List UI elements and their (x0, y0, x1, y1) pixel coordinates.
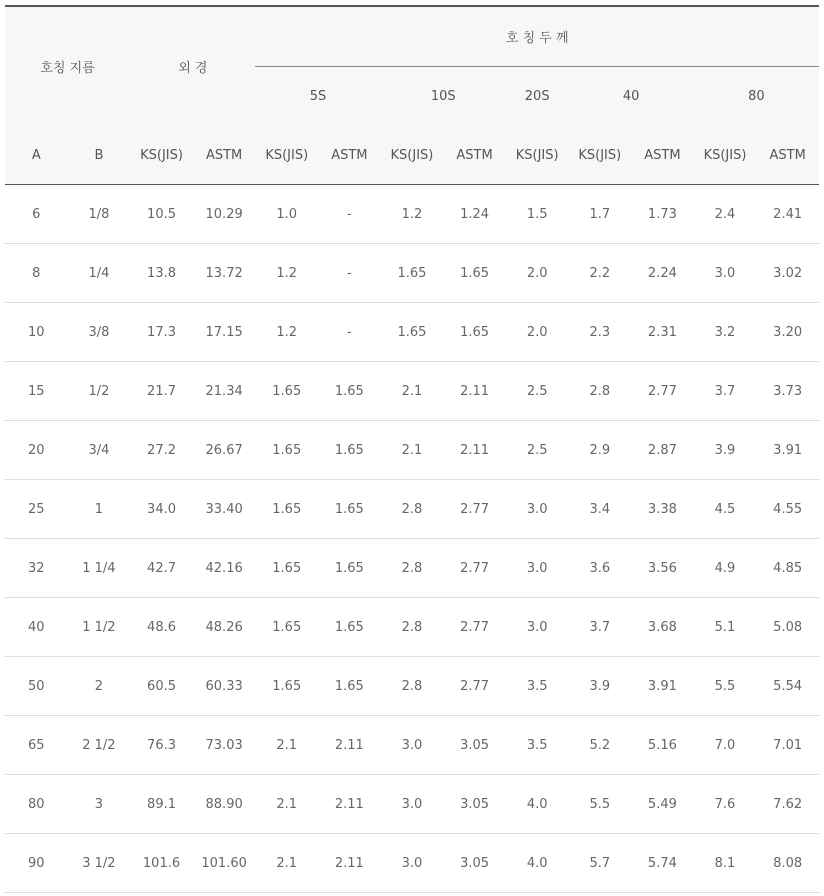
schedule-80-header: 80 (694, 67, 819, 127)
table-cell: 3.9 (568, 657, 631, 716)
table-cell: 2.77 (443, 598, 506, 657)
table-cell: 1.2 (255, 244, 318, 303)
table-cell: 7.6 (694, 775, 757, 834)
table-cell: 10.5 (130, 185, 193, 244)
column-header: KS(JIS) (255, 126, 318, 185)
table-cell: 101.6 (130, 834, 193, 893)
table-cell: 3.20 (756, 303, 819, 362)
outer-diameter-header: 외 경 (130, 6, 255, 126)
table-cell: 2.41 (756, 185, 819, 244)
table-cell: 5.5 (568, 775, 631, 834)
table-cell: 1.65 (318, 657, 381, 716)
table-cell: 89.1 (130, 775, 193, 834)
column-header-row (5, 126, 819, 185)
table-cell: 3.0 (381, 834, 444, 893)
table-cell: 3.9 (694, 421, 757, 480)
table-cell: 1.73 (631, 185, 694, 244)
table-cell: 2.11 (443, 362, 506, 421)
table-cell: 3.0 (381, 716, 444, 775)
table-cell: 50 (5, 657, 68, 716)
table-cell: 3/8 (68, 303, 131, 362)
table-cell: 2.77 (631, 362, 694, 421)
table-cell: 10.29 (193, 185, 256, 244)
column-header: ASTM (631, 126, 694, 185)
table-cell: 2.11 (318, 775, 381, 834)
column-header: B (68, 126, 131, 185)
table-cell: 15 (5, 362, 68, 421)
table-cell: 4.0 (506, 834, 569, 893)
table-row (5, 657, 819, 716)
table-cell: 34.0 (130, 480, 193, 539)
column-header: KS(JIS) (568, 126, 631, 185)
table-row (5, 834, 819, 893)
table-cell: 2.8 (568, 362, 631, 421)
column-header: A (5, 126, 68, 185)
table-cell: 1.65 (318, 421, 381, 480)
table-cell: 3.5 (506, 716, 569, 775)
table-cell: 3 1/2 (68, 834, 131, 893)
table-row (5, 362, 819, 421)
table-cell: 48.6 (130, 598, 193, 657)
column-header: ASTM (756, 126, 819, 185)
table-cell: 8.1 (694, 834, 757, 893)
table-cell: 60.33 (193, 657, 256, 716)
table-cell: 73.03 (193, 716, 256, 775)
table-cell: 3.2 (694, 303, 757, 362)
table-cell: 7.62 (756, 775, 819, 834)
table-cell: 3.73 (756, 362, 819, 421)
schedule-10s-header: 10S (381, 67, 506, 127)
table-cell: 3.38 (631, 480, 694, 539)
table-cell: 88.90 (193, 775, 256, 834)
table-cell: 10 (5, 303, 68, 362)
column-header: ASTM (318, 126, 381, 185)
table-cell: 42.16 (193, 539, 256, 598)
table-cell: 2.8 (381, 480, 444, 539)
table-cell: 48.26 (193, 598, 256, 657)
table-cell: 5.54 (756, 657, 819, 716)
table-cell: 3.0 (506, 598, 569, 657)
column-header: ASTM (443, 126, 506, 185)
table-cell: 2.1 (255, 716, 318, 775)
table-cell: 1.65 (255, 657, 318, 716)
table-cell: 1 1/2 (68, 598, 131, 657)
table-cell: 13.72 (193, 244, 256, 303)
table-cell: 1.65 (318, 539, 381, 598)
table-cell: 13.8 (130, 244, 193, 303)
table-cell: 2.5 (506, 362, 569, 421)
table-cell: 5.7 (568, 834, 631, 893)
table-cell: 3.05 (443, 716, 506, 775)
table-row (5, 775, 819, 834)
table-cell: 4.55 (756, 480, 819, 539)
table-cell: 3.05 (443, 775, 506, 834)
table-cell: 5.08 (756, 598, 819, 657)
table-cell: 1/4 (68, 244, 131, 303)
pipe-spec-table (5, 5, 819, 893)
table-cell: 1.65 (381, 244, 444, 303)
table-cell: 2.11 (318, 716, 381, 775)
table-cell: 2.4 (694, 185, 757, 244)
table-cell: 40 (5, 598, 68, 657)
column-header: KS(JIS) (694, 126, 757, 185)
table-cell: 2.1 (381, 421, 444, 480)
table-row (5, 716, 819, 775)
table-cell: 2.31 (631, 303, 694, 362)
table-cell: 2.24 (631, 244, 694, 303)
table-row (5, 480, 819, 539)
table-cell: 3.5 (506, 657, 569, 716)
column-header: KS(JIS) (506, 126, 569, 185)
table-cell: 1/2 (68, 362, 131, 421)
column-header: KS(JIS) (381, 126, 444, 185)
table-cell: 2.1 (381, 362, 444, 421)
column-header: KS(JIS) (130, 126, 193, 185)
table-cell: - (318, 244, 381, 303)
nominal-thickness-header: 호 칭 두 께 (255, 6, 819, 67)
table-cell: 3 (68, 775, 131, 834)
table-cell: 1.65 (255, 362, 318, 421)
table-cell: 27.2 (130, 421, 193, 480)
table-cell: 8 (5, 244, 68, 303)
table-cell: 5.1 (694, 598, 757, 657)
table-cell: 3.0 (694, 244, 757, 303)
table-cell: 2.0 (506, 244, 569, 303)
table-cell: 21.7 (130, 362, 193, 421)
table-cell: 2.8 (381, 539, 444, 598)
table-row (5, 421, 819, 480)
table-cell: 1 (68, 480, 131, 539)
table-row (5, 185, 819, 244)
table-cell: 5.5 (694, 657, 757, 716)
table-cell: 2.77 (443, 480, 506, 539)
table-cell: 101.60 (193, 834, 256, 893)
table-cell: 3.0 (506, 480, 569, 539)
table-cell: 1.65 (443, 303, 506, 362)
table-cell: 2 1/2 (68, 716, 131, 775)
table-cell: 2.87 (631, 421, 694, 480)
table-cell: 2.5 (506, 421, 569, 480)
table-cell: 1.65 (255, 421, 318, 480)
table-cell: 1 1/4 (68, 539, 131, 598)
table-row (5, 539, 819, 598)
nominal-size-header: 호칭 지름 (5, 6, 130, 126)
table-cell: 2.3 (568, 303, 631, 362)
table-cell: 5.49 (631, 775, 694, 834)
table-cell: 3.91 (756, 421, 819, 480)
table-cell: 3.4 (568, 480, 631, 539)
table-cell: 5.74 (631, 834, 694, 893)
table-cell: 1.65 (318, 480, 381, 539)
table-cell: 1.5 (506, 185, 569, 244)
schedule-20s-header: 20S (506, 67, 569, 127)
table-cell: 1.24 (443, 185, 506, 244)
table-cell: 1.0 (255, 185, 318, 244)
table-cell: - (318, 303, 381, 362)
table-cell: 42.7 (130, 539, 193, 598)
table-cell: 6 (5, 185, 68, 244)
table-cell: 17.15 (193, 303, 256, 362)
table-cell: 3.0 (381, 775, 444, 834)
table-cell: 3.6 (568, 539, 631, 598)
table-cell: 8.08 (756, 834, 819, 893)
table-cell: 3.7 (568, 598, 631, 657)
table-cell: 3.05 (443, 834, 506, 893)
schedule-40-header: 40 (568, 67, 693, 127)
table-cell: 2.8 (381, 657, 444, 716)
table-cell: 1.2 (381, 185, 444, 244)
table-cell: 2 (68, 657, 131, 716)
table-cell: 3.02 (756, 244, 819, 303)
table-cell: 17.3 (130, 303, 193, 362)
table-cell: 4.5 (694, 480, 757, 539)
table-body (5, 185, 819, 893)
table-cell: 4.0 (506, 775, 569, 834)
table-cell: 1.65 (318, 362, 381, 421)
schedule-5s-header: 5S (255, 67, 380, 127)
table-cell: 1.7 (568, 185, 631, 244)
pipe-spec-table-container (5, 5, 819, 893)
table-cell: 1.65 (381, 303, 444, 362)
table-cell: 2.2 (568, 244, 631, 303)
table-cell: - (318, 185, 381, 244)
table-cell: 2.77 (443, 539, 506, 598)
table-cell: 4.85 (756, 539, 819, 598)
table-row (5, 303, 819, 362)
table-cell: 1.65 (255, 480, 318, 539)
table-cell: 2.0 (506, 303, 569, 362)
table-cell: 2.1 (255, 834, 318, 893)
table-cell: 1.65 (443, 244, 506, 303)
table-cell: 5.2 (568, 716, 631, 775)
table-cell: 2.9 (568, 421, 631, 480)
table-cell: 1/8 (68, 185, 131, 244)
table-cell: 3.7 (694, 362, 757, 421)
table-cell: 1.65 (318, 598, 381, 657)
table-cell: 2.1 (255, 775, 318, 834)
table-header (5, 6, 819, 185)
table-cell: 1.2 (255, 303, 318, 362)
column-header: ASTM (193, 126, 256, 185)
table-cell: 1.65 (255, 598, 318, 657)
table-cell: 3.68 (631, 598, 694, 657)
table-cell: 60.5 (130, 657, 193, 716)
table-cell: 3.91 (631, 657, 694, 716)
table-cell: 25 (5, 480, 68, 539)
table-cell: 32 (5, 539, 68, 598)
table-cell: 2.77 (443, 657, 506, 716)
table-cell: 7.01 (756, 716, 819, 775)
table-cell: 7.0 (694, 716, 757, 775)
table-cell: 5.16 (631, 716, 694, 775)
table-cell: 1.65 (255, 539, 318, 598)
table-row (5, 244, 819, 303)
table-cell: 2.8 (381, 598, 444, 657)
table-cell: 3/4 (68, 421, 131, 480)
table-cell: 90 (5, 834, 68, 893)
table-cell: 26.67 (193, 421, 256, 480)
table-cell: 3.0 (506, 539, 569, 598)
table-row (5, 598, 819, 657)
table-cell: 2.11 (318, 834, 381, 893)
table-cell: 3.56 (631, 539, 694, 598)
table-cell: 33.40 (193, 480, 256, 539)
table-cell: 80 (5, 775, 68, 834)
table-cell: 21.34 (193, 362, 256, 421)
table-cell: 65 (5, 716, 68, 775)
table-cell: 20 (5, 421, 68, 480)
table-cell: 4.9 (694, 539, 757, 598)
table-cell: 76.3 (130, 716, 193, 775)
table-cell: 2.11 (443, 421, 506, 480)
